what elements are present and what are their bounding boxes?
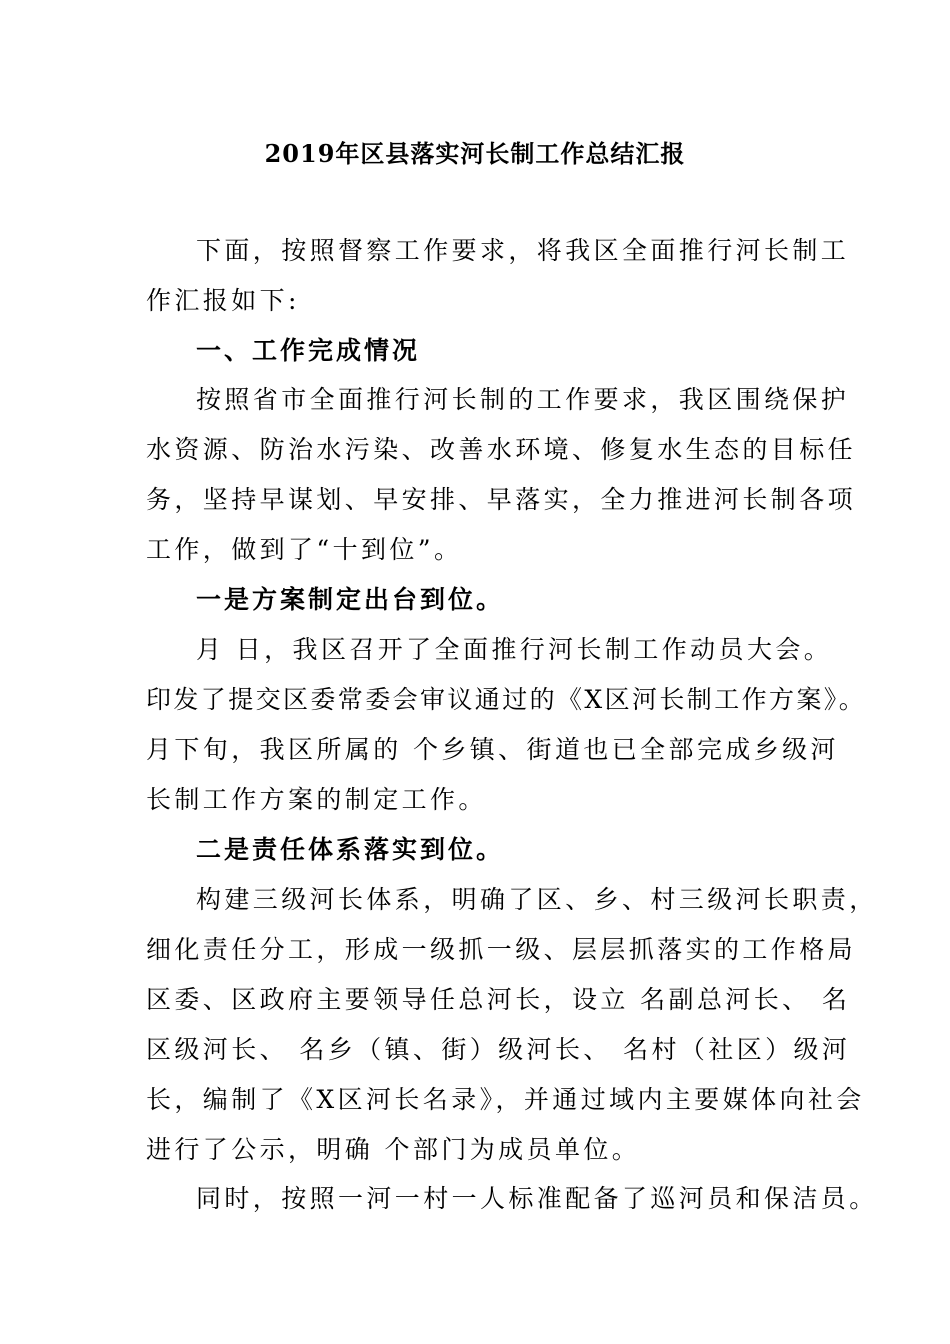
subsection-heading: 二是责任体系落实到位。 <box>196 835 505 864</box>
paragraph-line: 同时，按照一河一村一人标准配备了巡河员和保洁员。 <box>196 1184 878 1213</box>
paragraph-line: 区委、区政府主要领导任总河长，设立 名副总河长、 名 <box>146 985 851 1014</box>
section-heading: 一、工作完成情况 <box>196 336 421 365</box>
paragraph-line: 区级河长、 名乡（镇、街）级河长、 名村（社区）级河 <box>146 1035 851 1064</box>
subsection-heading: 一是方案制定出台到位。 <box>196 585 505 614</box>
paragraph-line: 长制工作方案的制定工作。 <box>146 785 487 814</box>
paragraph-line: 水资源、防治水污染、改善水环境、修复水生态的目标任 <box>146 435 857 464</box>
paragraph-line: 月下旬，我区所属的 个乡镇、街道也已全部完成乡级河 <box>146 735 839 764</box>
paragraph-line: 作汇报如下: <box>146 286 300 315</box>
paragraph-line: 下面，按照督察工作要求，将我区全面推行河长制工 <box>196 236 850 265</box>
paragraph-line: 务，坚持早谋划、早安排、早落实，全力推进河长制各项 <box>146 485 857 514</box>
document-title: 2019年区县落实河长制工作总结汇报 <box>264 139 686 168</box>
paragraph-line: 进行了公示，明确 个部门为成员单位。 <box>146 1135 641 1164</box>
paragraph-line: 构建三级河长体系，明确了区、乡、村三级河长职责， <box>196 885 878 914</box>
paragraph-line: 印发了提交区委常委会审议通过的《X区河长制工作方案》。 <box>146 685 867 714</box>
paragraph-line: 月 日，我区召开了全面推行河长制工作动员大会。 <box>196 635 833 664</box>
paragraph-line: 细化责任分工，形成一级抓一级、层层抓落实的工作格局 <box>146 935 857 964</box>
paragraph-line: 长，编制了《X区河长名录》，并通过域内主要媒体向社会 <box>146 1085 865 1114</box>
paragraph-line: 工作，做到了“十到位”。 <box>146 535 463 564</box>
paragraph-line: 按照省市全面推行河长制的工作要求，我区围绕保护 <box>196 385 850 414</box>
